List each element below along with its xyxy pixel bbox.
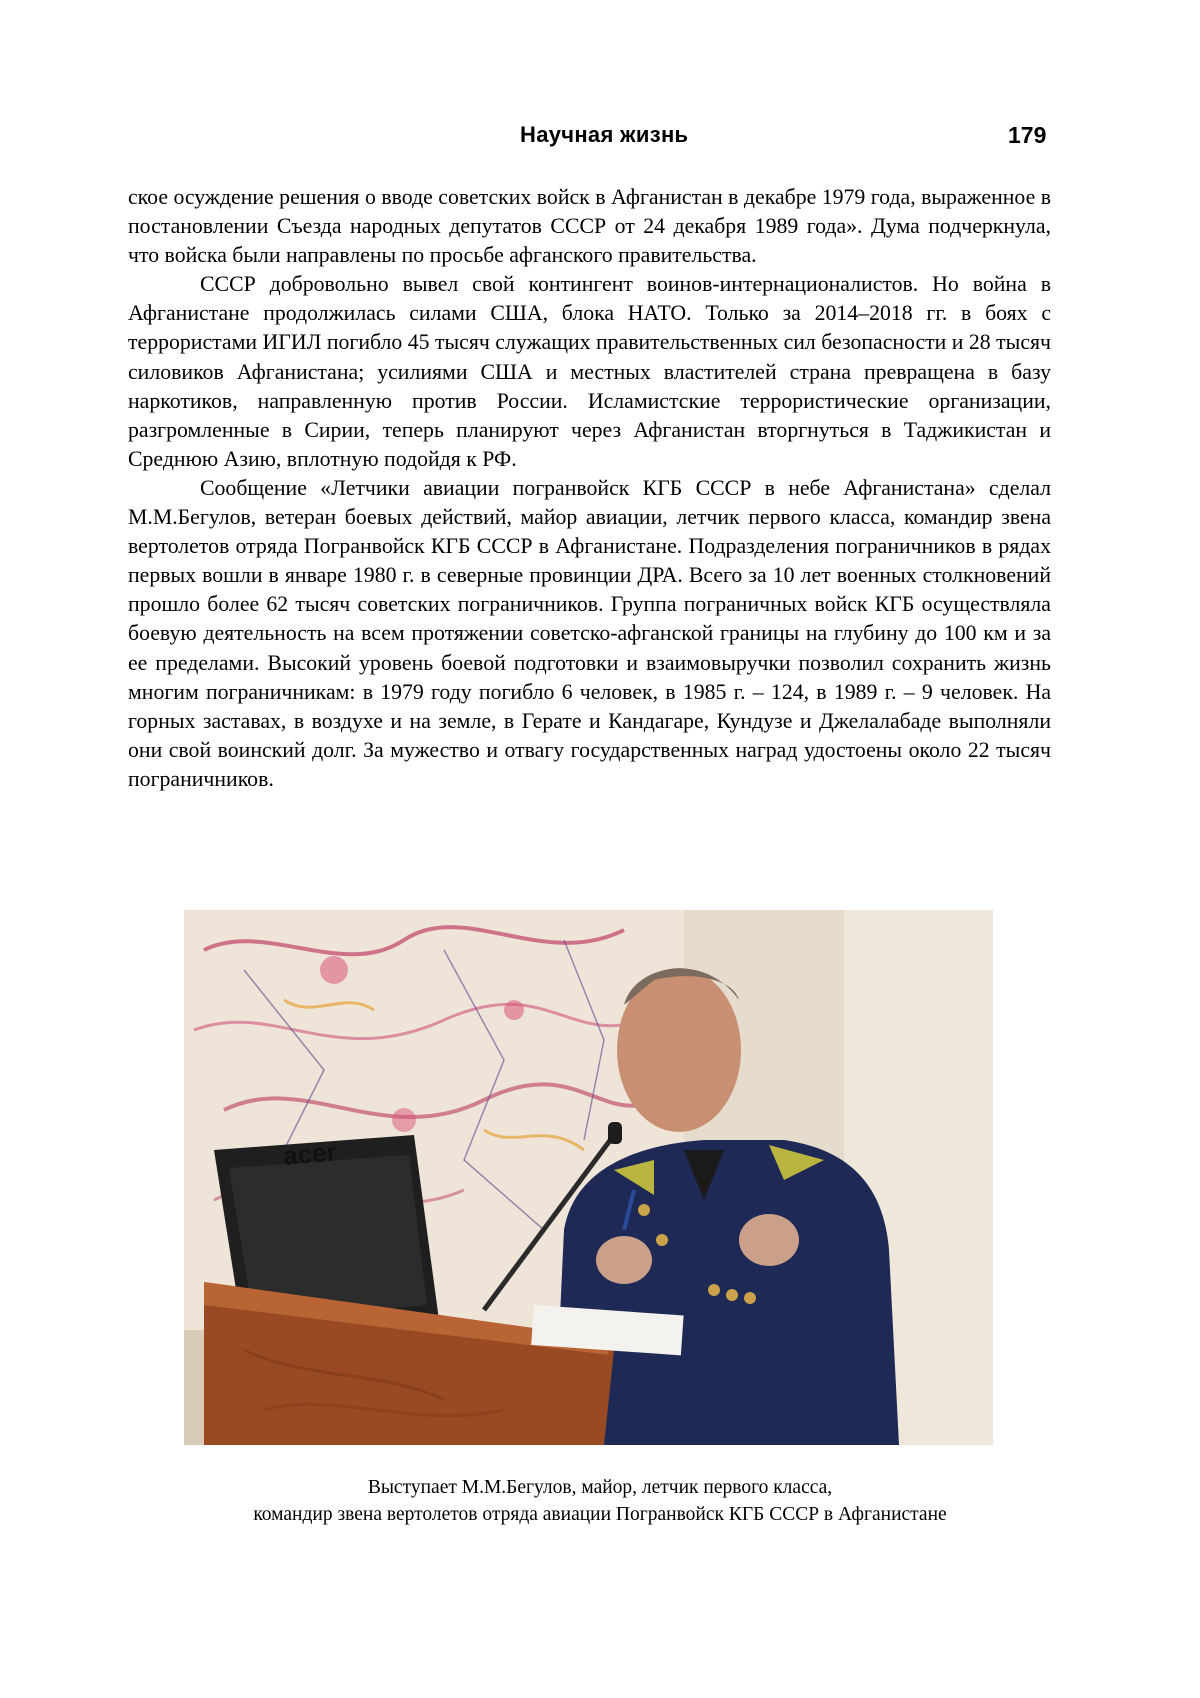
photo-caption <box>100 1474 1100 1528</box>
article-body <box>128 183 1051 794</box>
caption-line-2: командир звена вертолетов отряда авиации Погранвойск КГБ СССР в Афганистане <box>253 1504 947 1525</box>
page-number: 179 <box>1008 122 1047 148</box>
speaker-photo <box>184 910 993 1445</box>
paragraph-2: СССР добровольно вывел свой контингент воинов-интернационалистов. Но война в Афганистане продолжилась силами США, блока НАТО. Только за 2014–2018 гг. в боях с террористами ИГИЛ погибло 45 тысяч служащих правительственных сил безопасности и 28 тысяч силовиков Афганистана; усилиями США и местных властителей страна превращена в базу наркотиков, направленную против России. Исламистские террористические организации, разгромленные в Сирии, теперь планируют через Афганистан вторгнуться в Таджикистан и Среднюю Азию, вплотную подойдя к РФ. <box>128 272 1051 471</box>
monitor-brand: acer <box>281 1136 338 1171</box>
paragraph-3: Сообщение «Летчики авиации погранвойск КГБ СССР в небе Афганистана» сделал М.М.Бегулов, ветеран боевых действий, майор авиации, летчик первого класса, командир звена вертолетов отряда Погранвойск КГБ СССР в Афганистане. Подразделения пограничников в рядах первых вошли в январе 1980 г. в северные провинции ДРА. Всего за 10 лет военных столкновений прошло более 62 тысяч советских пограничников. Группа пограничных войск КГБ осуществляла боевую деятельность на всем протяжении советско-афганской границы на глубину до 100 км и за ее пределами. Высокий уровень боевой подготовки и взаимовыручки позволил сохранить жизнь многим пограничникам: в 1979 году погибло 6 человек, в 1985 г. – 124, в 1989 г. – 9 человек. На горных заставах, в воздухе и на земле, в Герате и Кандагаре, Кундузе и Джелалабаде выполняли они свой воинский долг. За мужество и отвагу государственных наград удостоены около 22 тысяч пограничников. <box>128 475 1051 791</box>
running-title: Научная жизнь <box>520 122 689 147</box>
caption-line-1: Выступает М.М.Бегулов, майор, летчик первого класса, <box>367 1477 833 1498</box>
paragraph-1: ское осуждение решения о вводе советских войск в Афганистан в декабре 1979 года, выраженное в постановлении Съезда народных депутатов СССР от 24 декабря 1989 года». Дума подчеркнула, что войска были направлены по просьбе афганского правительства. <box>128 185 1051 268</box>
